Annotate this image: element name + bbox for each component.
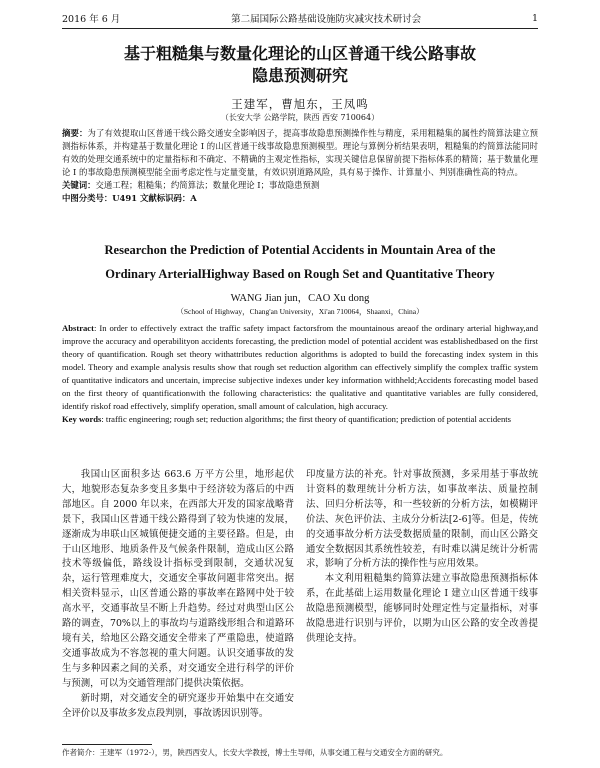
abstract-text: 为了有效提取山区普通干线公路交通安全影响因子，提高事故隐患预测操作性与精度，采用粗糙集的属性约简算法建立预测指标体系，并构建基于数量化理论 I 的山区普通干线事故隐患预测模型。理论与算例分析结果表明，粗糙集的约简算法能同时有效的处理交通系统中的定量指标和不确定、不精确的主观定性指标，实现关键信息保留前提下指标体系的精简；基于数量化理论 I 的事故隐患预测模型能全面考虑定性与定量变量，有效识别道路风险，具有易于操作、计算量小、判别准确性高的特点。	[62, 128, 539, 177]
keywords-text: 交通工程；粗糙集；约简算法；数量化理论 I；事故隐患预测	[95, 180, 320, 190]
body-paragraph: 我国山区面积多达 663.6 万平方公里，地形起伏大，地貌形态复杂多变且多集中于经济较为落后的中西部地区。自 2000 年以来，在西部大开发的国家战略背景下，我国山区普通干线公路得到了较为快速的发展，逐渐成为串联山区城镇便捷交通的主要径路。但是，由于山区地形、地质条件及气候条件限制，造成山区公路技术等级偏低，路线设计指标受到限制，交通状况复杂，运行管理难度大，交通安全事故问题非常突出。据相关资料显示，山区普通公路的事故率在路网中处于较高水平，交通事故呈不断上升趋势。经过对典型山区公路的调查，70%以上的事故均与道路线形组合和道路环境有关，给地区公路交通安全带来了严重隐患，使道路交通事故成为不容忽视的重大问题。认识交通事故的发生与多种因素之间的关系，对交通安全进行科学的评价与预测，可以为交通管理部门提供决策依据。	[62, 469, 294, 689]
chinese-abstract	[62, 127, 538, 179]
body-paragraph: 新时期，对交通安全的研究逐步开始集中在交通安全评价以及事故多发点段判别，事故诱因识别等。	[62, 692, 294, 719]
english-abstract-text: : In order to effectively extract the traffic safety impact factorsfrom the mountainous areaof the ordinary arterial highway,and improve the accuracy and operabilityon accidents forecasting, the prediction model of potential accident was establishedbased on the first theory of quantification. Rough set theory withattributes reduction algorithms is adopted to build the forecasting index system in this model. Theory and example analysis results show that rough set reduction algorithm can effectively simplify the complex traffic system of quantitative indicators and uncertain, imprecise subjective indexes under key information withheld;Accidents forecasting model based on the first theory of quantificationwith the following characteristics: the qualitative and quantitative variables are fully considered, identify riskof road effectively, simplify operation, small amount of calculation, high accuracy.	[62, 323, 538, 411]
header-page-number: 1	[531, 12, 538, 24]
chinese-abstract-block	[62, 127, 538, 205]
english-keywords-text: : traffic engineering; rough set; reduction algorithms; the first theory of quantification; prediction of potential accidents	[101, 414, 511, 424]
english-abstract	[62, 322, 538, 413]
footnote-rule	[62, 744, 152, 745]
english-keywords-label: Key words	[62, 414, 102, 424]
english-keywords	[62, 413, 538, 426]
chinese-affiliation: （长安大学 公路学院，陕西 西安 710064）	[220, 113, 380, 122]
chinese-authors: 王建军，曹旭东，王凤鸣	[231, 97, 369, 111]
abstract-label: 摘要：	[62, 128, 88, 138]
body-paragraph: 本文利用粗糙集约简算法建立事故隐患预测指标体系，在此基础上运用数量化理论 I 建立山区普通干线事故隐患预测模型，能够同时处理定性与定量指标，对事故隐患进行识别与评价，以期为山区公路的安全改善提供理论支持。	[306, 573, 538, 644]
header-rule	[62, 28, 538, 29]
english-title-line1: Researchon the Prediction of Potential Accidents in Mountain Area of the	[104, 243, 496, 257]
header-date: 2016 年 6 月	[62, 14, 121, 25]
chinese-title-line1: 基于粗糙集与数量化理论的山区普通干线公路事故	[123, 44, 476, 63]
english-authors: WANG Jian jun，CAO Xu dong	[230, 293, 370, 304]
english-affiliation: （School of Highway，Chang'an University，Xi'an 710064，Shaanxi，China）	[176, 307, 424, 316]
running-header	[62, 10, 538, 26]
english-abstract-block	[62, 322, 538, 426]
footnote: 作者简介：王建军（1972-），男，陕西西安人，长安大学教授，博士生导师，从事交通工程与交通安全方面的研究。	[62, 748, 448, 757]
chinese-keywords	[62, 179, 538, 192]
classification-codes: 中图分类号：U491 文献标识码：A	[62, 193, 197, 203]
keywords-label: 关键词：	[62, 180, 96, 190]
english-title-line2: Ordinary ArterialHighway Based on Rough Set and Quantitative Theory	[105, 267, 495, 281]
body-column-right	[306, 468, 538, 647]
body-paragraph: 印度量方法的补充。针对事故预测，多采用基于事故统计资料的数理统计分析方法，如事故率法、质量控制法、回归分析法等，和一些较新的分析方法，如模糊评价法、灰色评价法、主成分分析法[2-6]等。但是，传统的交通事故分析方法受数据质量的限制，而山区公路交通安全数据因其系统性较差，有时难以满足统计分析需求，影响了分析方法的操作性与应用效果。	[306, 469, 538, 570]
body-column-left	[62, 468, 294, 721]
english-abstract-label: Abstract	[62, 323, 94, 333]
english-title	[40, 238, 560, 286]
header-conference: 第二届国际公路基础设施防灾减灾技术研讨会	[231, 14, 422, 25]
chinese-title	[40, 43, 560, 87]
chinese-title-line2: 隐患预测研究	[251, 66, 348, 85]
